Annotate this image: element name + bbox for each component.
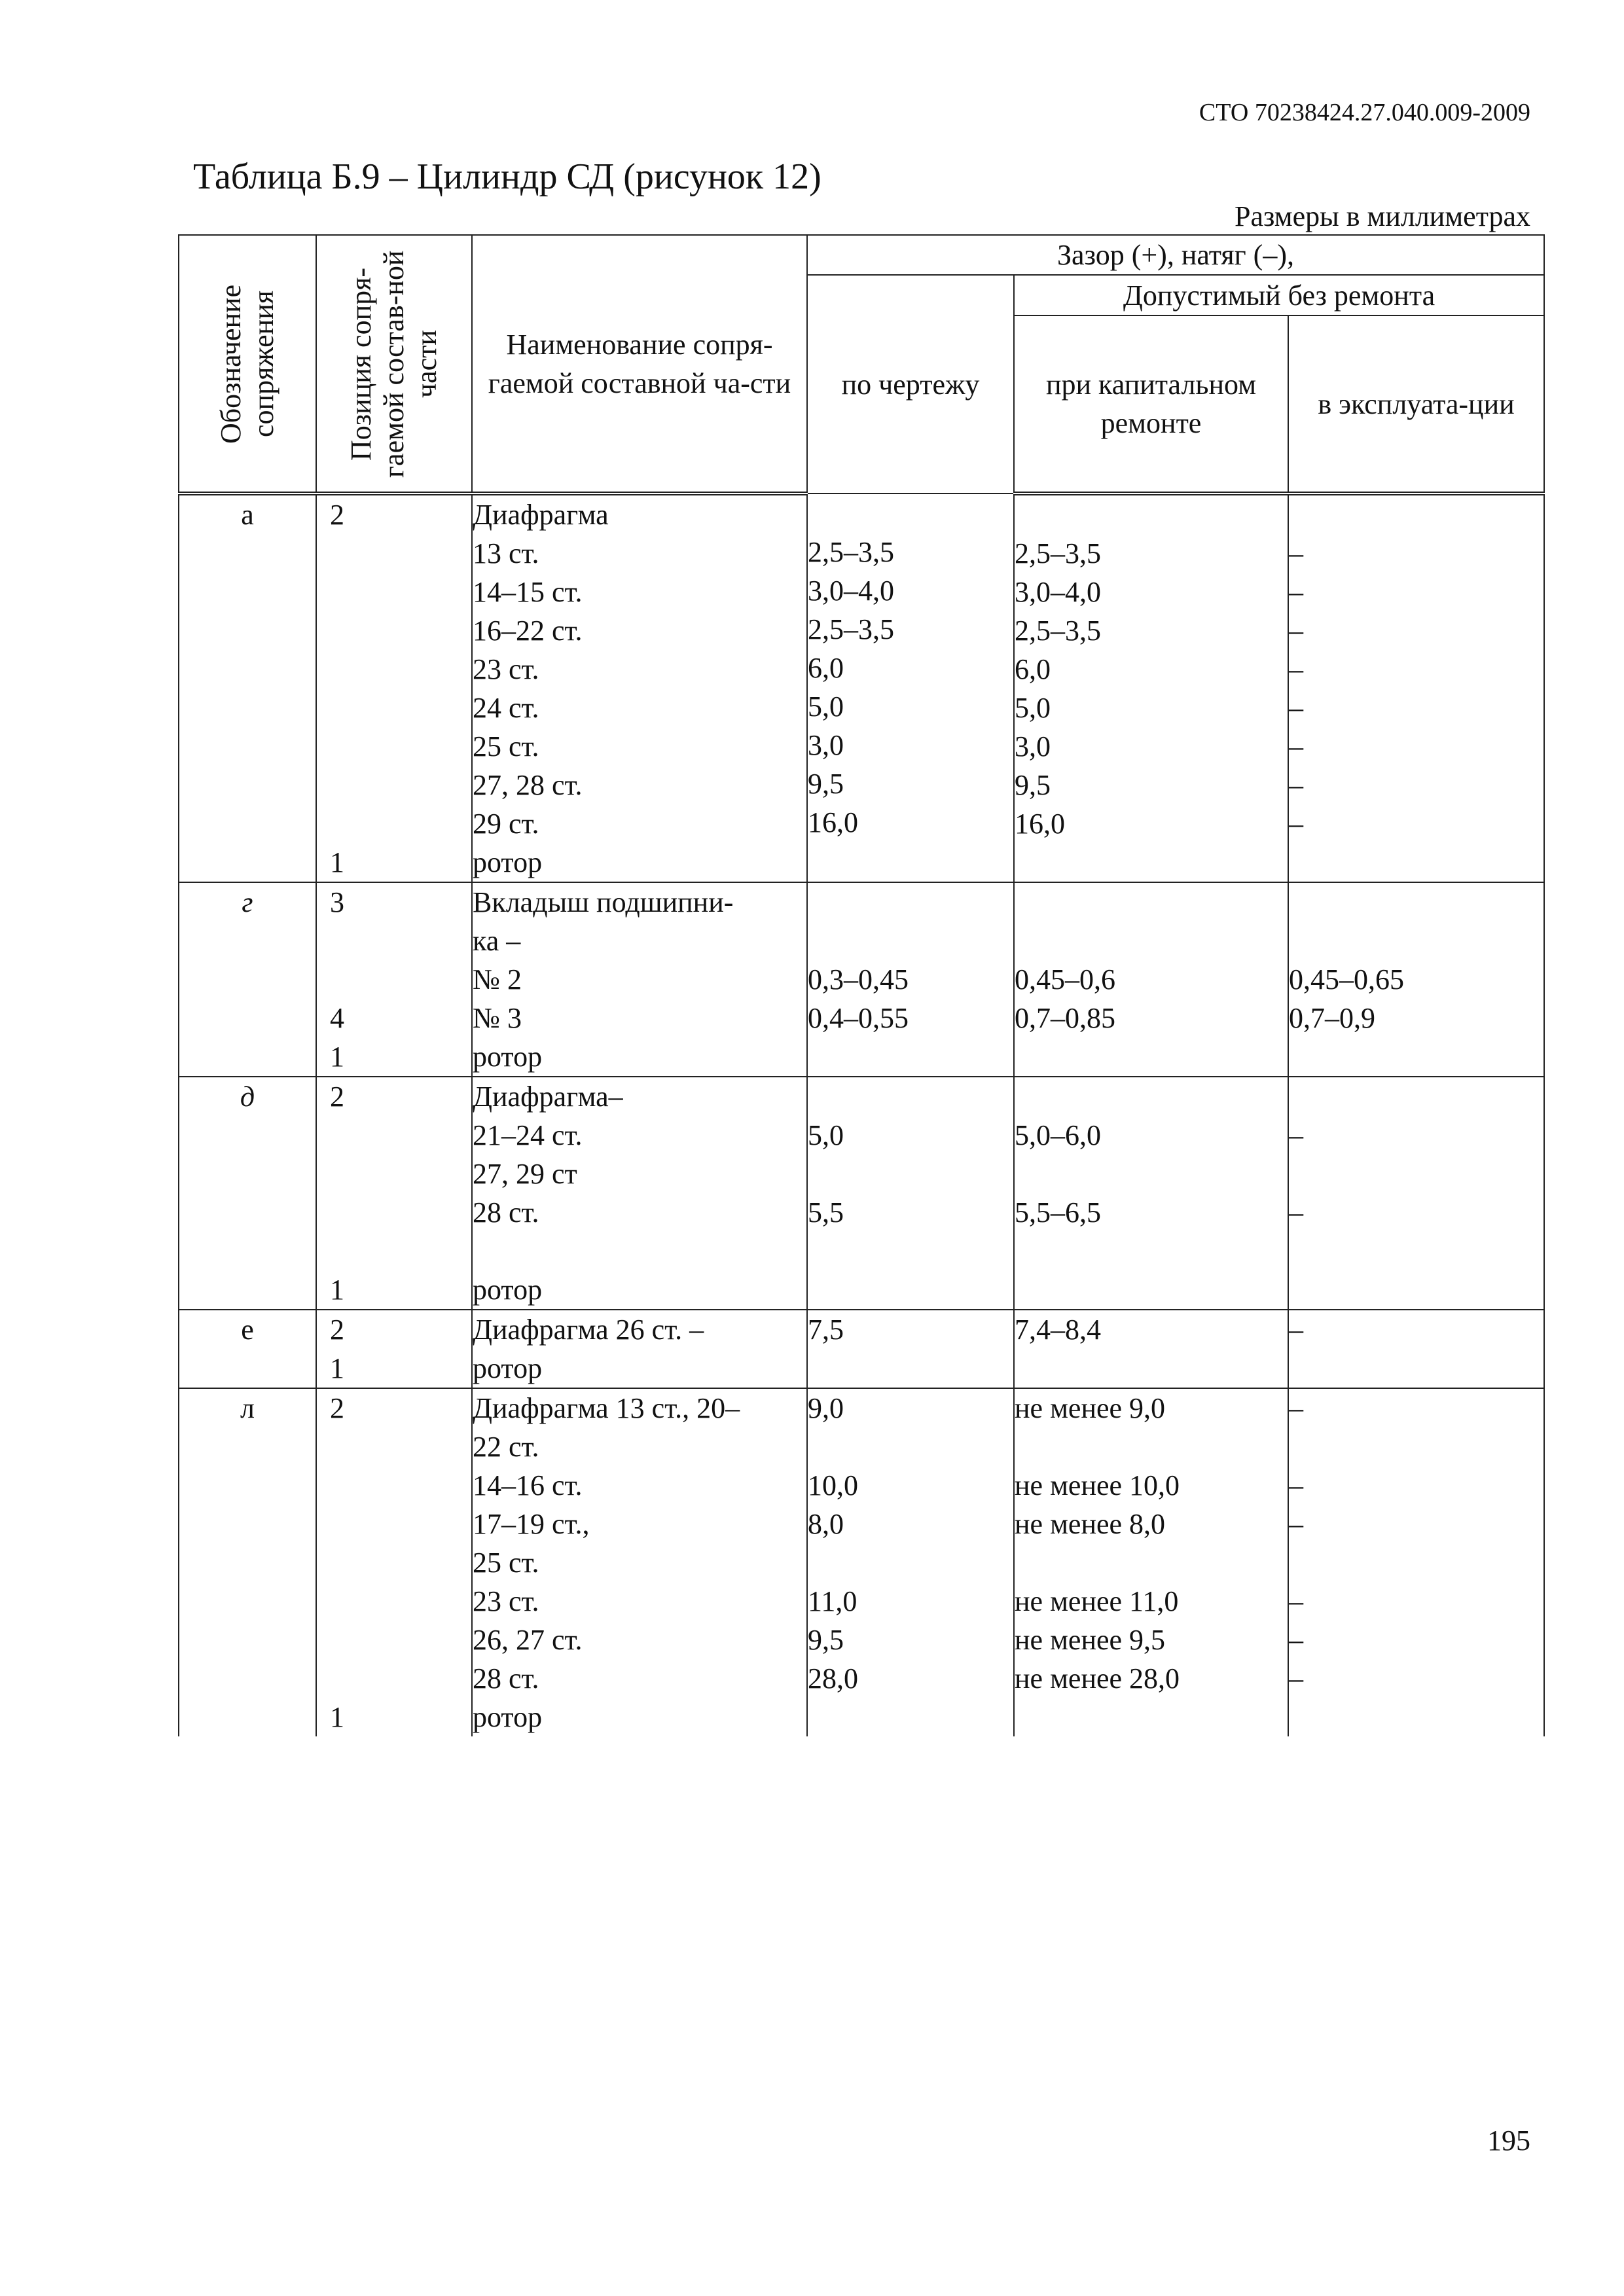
cell-line: [1289, 1427, 1543, 1466]
cell-line: [317, 1543, 471, 1582]
cell-line: 26, 27 ст.: [473, 1624, 583, 1656]
cell-line: Диафрагма 26 ст. –: [473, 1314, 704, 1346]
cell-line: не менее 9,5: [1015, 1624, 1166, 1656]
cell-line: 4: [330, 1002, 344, 1034]
overhaul-value-cell: [1014, 1388, 1288, 1736]
cell-line: [1289, 1543, 1543, 1582]
cell-line: [808, 1270, 1013, 1309]
cell-line: № 2: [473, 963, 522, 996]
cell-line: [317, 1193, 471, 1232]
cell-line: –: [1289, 537, 1303, 569]
cell-line: [1015, 1077, 1288, 1116]
cell-line: не менее 11,0: [1015, 1585, 1179, 1617]
cell-line: [317, 650, 471, 689]
cell-line: [1289, 843, 1543, 882]
header-designation: Обозначение сопряжения: [179, 235, 316, 493]
cell-line: [808, 1698, 1013, 1736]
cell-line: 9,0: [808, 1392, 844, 1424]
cell-line: 6,0: [808, 652, 844, 684]
cell-line: [808, 1427, 1013, 1466]
cell-line: 16–22 ст.: [473, 615, 583, 647]
cell-line: [808, 842, 1013, 880]
cell-line: [1289, 1077, 1543, 1116]
cell-line: [808, 922, 1013, 960]
cell-line: [1015, 1427, 1288, 1466]
designation-cell: л: [179, 1388, 316, 1736]
cell-line: 3,0: [1015, 730, 1051, 762]
cell-line: не менее 9,0: [1015, 1392, 1166, 1424]
cell-line: 7,4–8,4: [1015, 1314, 1101, 1346]
cell-line: [1289, 883, 1543, 922]
operation-value-cell: [1288, 882, 1544, 1077]
spec-table: [178, 234, 1545, 1736]
cell-line: 22 ст.: [473, 1431, 539, 1463]
cell-line: 2: [330, 1314, 344, 1346]
cell-line: [808, 883, 1013, 922]
cell-line: 2,5–3,5: [808, 536, 894, 568]
cell-line: [317, 534, 471, 573]
position-cell: [316, 1388, 472, 1736]
cell-line: 2: [330, 1081, 344, 1113]
cell-line: 27, 29 ст: [473, 1158, 577, 1190]
header-overhaul: при капитальном ремонте: [1014, 315, 1288, 493]
cell-line: [317, 727, 471, 766]
cell-line: 0,3–0,45: [808, 963, 909, 996]
cell-line: [317, 960, 471, 999]
cell-line: [317, 1582, 471, 1621]
cell-line: –: [1289, 1392, 1303, 1424]
cell-line: 28 ст.: [473, 1662, 539, 1695]
cell-line: 13 ст.: [473, 537, 539, 569]
cell-line: [1289, 922, 1543, 960]
cell-line: 23 ст.: [473, 1585, 539, 1617]
cell-line: [317, 1232, 471, 1270]
cell-line: [1289, 1155, 1543, 1193]
cell-line: Диафрагма 13 ст., 20–: [473, 1392, 740, 1424]
cell-line: –: [1289, 1624, 1303, 1656]
cell-line: 5,5: [808, 1196, 844, 1229]
cell-line: [317, 573, 471, 611]
table-body: [179, 493, 1544, 1736]
cell-line: 17–19 ст.,: [473, 1508, 590, 1540]
cell-line: ротор: [473, 846, 543, 878]
drawing-value-cell: [807, 1077, 1014, 1310]
cell-line: –: [1289, 653, 1303, 685]
cell-line: [317, 611, 471, 650]
cell-line: 6,0: [1015, 653, 1051, 685]
part-name-cell: [472, 882, 807, 1077]
cell-line: 2,5–3,5: [1015, 615, 1101, 647]
cell-line: [317, 1427, 471, 1466]
designation-cell: д: [179, 1077, 316, 1310]
cell-line: –: [1289, 1508, 1303, 1540]
cell-line: –: [1289, 1196, 1303, 1229]
cell-line: 3,0: [808, 729, 844, 761]
cell-line: 28 ст.: [473, 1196, 539, 1229]
cell-line: 9,5: [808, 1624, 844, 1656]
operation-value-cell: [1288, 493, 1544, 882]
position-cell: [316, 1077, 472, 1310]
drawing-value-cell: [807, 1310, 1014, 1388]
cell-line: [808, 1349, 1013, 1388]
table-caption: Таблица Б.9 – Цилиндр СД (рисунок 12): [193, 156, 821, 197]
cell-line: [317, 1466, 471, 1505]
position-cell: [316, 493, 472, 882]
header-operation: в эксплуата-ции: [1288, 315, 1544, 493]
cell-line: 21–24 ст.: [473, 1119, 583, 1151]
part-name-cell: [472, 1310, 807, 1388]
cell-line: ротор: [473, 1274, 543, 1306]
cell-line: –: [1289, 692, 1303, 724]
cell-line: [317, 804, 471, 843]
units-note: Размеры в миллиметрах: [1235, 200, 1530, 232]
overhaul-value-cell: [1014, 882, 1288, 1077]
cell-line: 7,5: [808, 1314, 844, 1346]
drawing-value-cell: [807, 882, 1014, 1077]
cell-line: 5,0–6,0: [1015, 1119, 1101, 1151]
cell-line: [1015, 843, 1288, 882]
cell-line: –: [1289, 1314, 1303, 1346]
cell-line: [808, 1077, 1013, 1116]
designation-cell: г: [179, 882, 316, 1077]
cell-line: [1289, 1270, 1543, 1309]
cell-line: [317, 922, 471, 960]
cell-line: 3,0–4,0: [808, 575, 894, 607]
cell-line: –: [1289, 1469, 1303, 1501]
cell-line: [808, 1155, 1013, 1193]
cell-line: [317, 1659, 471, 1698]
cell-line: [1015, 495, 1288, 534]
cell-line: [317, 1155, 471, 1193]
cell-line: ротор: [473, 1701, 543, 1733]
cell-line: [1015, 1037, 1288, 1076]
cell-line: [317, 1116, 471, 1155]
cell-line: 0,7–0,85: [1015, 1002, 1115, 1034]
cell-line: 9,5: [808, 768, 844, 800]
cell-line: 9,5: [1015, 769, 1051, 801]
cell-line: 3,0–4,0: [1015, 576, 1101, 608]
cell-line: [1289, 1349, 1543, 1388]
operation-value-cell: [1288, 1388, 1544, 1736]
cell-line: 0,7–0,9: [1289, 1002, 1375, 1034]
cell-line: 2: [330, 1392, 344, 1424]
table-row: [179, 493, 1544, 882]
operation-value-cell: [1288, 1310, 1544, 1388]
cell-line: 25 ст.: [473, 730, 539, 762]
cell-line: [808, 1543, 1013, 1582]
part-name-cell: [472, 1388, 807, 1736]
cell-line: 0,4–0,55: [808, 1002, 909, 1034]
cell-line: [1015, 922, 1288, 960]
cell-line: [1015, 1232, 1288, 1270]
table-row: [179, 1077, 1544, 1310]
cell-line: 14–15 ст.: [473, 576, 583, 608]
overhaul-value-cell: [1014, 493, 1288, 882]
cell-line: 1: [330, 1274, 344, 1306]
cell-line: 2,5–3,5: [1015, 537, 1101, 569]
cell-line: 27, 28 ст.: [473, 769, 583, 801]
cell-line: [317, 689, 471, 727]
cell-line: –: [1289, 730, 1303, 762]
cell-line: [317, 1505, 471, 1543]
part-name-cell: [472, 1077, 807, 1310]
cell-line: не менее 10,0: [1015, 1469, 1180, 1501]
cell-line: Диафрагма: [473, 499, 609, 531]
cell-line: –: [1289, 615, 1303, 647]
table-row: [179, 1310, 1544, 1388]
header-position: Позиция сопря-гаемой состав-ной части: [316, 235, 472, 493]
cell-line: 29 ст.: [473, 808, 539, 840]
drawing-value-cell: [807, 493, 1014, 882]
cell-line: 16,0: [1015, 808, 1065, 840]
cell-line: [1289, 1698, 1543, 1736]
cell-line: № 3: [473, 1002, 522, 1034]
cell-line: [1015, 1270, 1288, 1309]
cell-line: 0,45–0,6: [1015, 963, 1115, 996]
cell-line: 2: [330, 499, 344, 531]
page-number: 195: [1487, 2125, 1530, 2157]
cell-line: Диафрагма–: [473, 1081, 623, 1113]
cell-line: 14–16 ст.: [473, 1469, 583, 1501]
cell-line: 25 ст.: [473, 1547, 539, 1579]
cell-line: [317, 766, 471, 804]
cell-line: Вкладыш подшипни-: [473, 886, 734, 918]
cell-line: [1015, 883, 1288, 922]
cell-line: –: [1289, 1585, 1303, 1617]
position-cell: [316, 1310, 472, 1388]
designation-cell: а: [179, 493, 316, 882]
table-row: [179, 882, 1544, 1077]
cell-line: не менее 8,0: [1015, 1508, 1166, 1540]
drawing-value-cell: [807, 1388, 1014, 1736]
cell-line: [317, 1621, 471, 1659]
table-row: [179, 1388, 1544, 1736]
cell-line: 24 ст.: [473, 692, 539, 724]
cell-line: 3: [330, 886, 344, 918]
cell-line: 10,0: [808, 1469, 858, 1501]
cell-line: 23 ст.: [473, 653, 539, 685]
cell-line: [1289, 495, 1543, 534]
overhaul-value-cell: [1014, 1077, 1288, 1310]
cell-line: [1015, 1698, 1288, 1736]
operation-value-cell: [1288, 1077, 1544, 1310]
header-part-name: Наименование сопря-гаемой составной ча-сти: [472, 235, 807, 493]
cell-line: 5,0: [808, 1119, 844, 1151]
designation-cell: е: [179, 1310, 316, 1388]
cell-line: 0,45–0,65: [1289, 963, 1404, 996]
cell-line: 5,0: [1015, 692, 1051, 724]
table-header: [179, 235, 1544, 493]
cell-line: 8,0: [808, 1508, 844, 1540]
cell-line: не менее 28,0: [1015, 1662, 1180, 1695]
cell-line: [1015, 1543, 1288, 1582]
cell-line: [1015, 1155, 1288, 1193]
cell-line: ротор: [473, 1041, 543, 1073]
cell-line: [808, 1232, 1013, 1270]
part-name-cell: [472, 493, 807, 882]
header-clearance: Зазор (+), натяг (–),: [807, 235, 1544, 275]
cell-line: 1: [330, 1041, 344, 1073]
cell-line: 11,0: [808, 1585, 857, 1617]
cell-line: –: [1289, 808, 1303, 840]
cell-line: –: [1289, 769, 1303, 801]
cell-line: [1289, 1232, 1543, 1270]
cell-line: ротор: [473, 1352, 543, 1384]
cell-line: 1: [330, 846, 344, 878]
header-permissible: Допустимый без ремонта: [1014, 275, 1544, 315]
cell-line: [808, 494, 1013, 533]
cell-line: –: [1289, 576, 1303, 608]
cell-line: [1015, 1349, 1288, 1388]
overhaul-value-cell: [1014, 1310, 1288, 1388]
cell-line: 1: [330, 1352, 344, 1384]
cell-line: [473, 1232, 806, 1270]
cell-line: ка –: [473, 925, 521, 957]
cell-line: [1289, 1037, 1543, 1076]
cell-line: –: [1289, 1662, 1303, 1695]
cell-line: 2,5–3,5: [808, 613, 894, 645]
cell-line: 28,0: [808, 1662, 858, 1695]
cell-line: 1: [330, 1701, 344, 1733]
header-by-drawing: по чертежу: [807, 275, 1014, 493]
cell-line: [808, 1037, 1013, 1076]
cell-line: –: [1289, 1119, 1303, 1151]
cell-line: 16,0: [808, 806, 858, 838]
cell-line: 5,0: [808, 691, 844, 723]
position-cell: [316, 882, 472, 1077]
cell-line: 5,5–6,5: [1015, 1196, 1101, 1229]
document-code: СТО 70238424.27.040.009-2009: [1199, 99, 1530, 126]
